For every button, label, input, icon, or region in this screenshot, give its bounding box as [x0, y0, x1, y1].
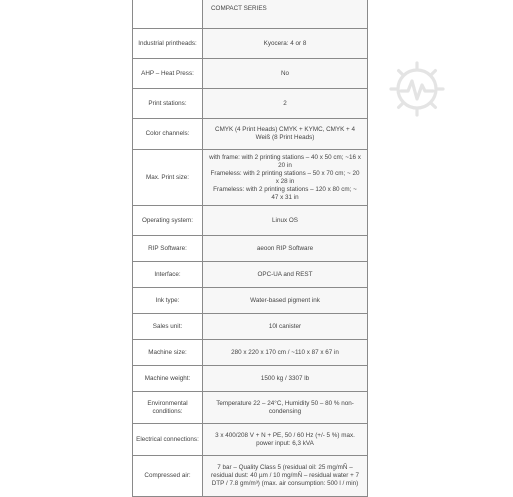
table-row: [133, 150, 368, 206]
table-row: [133, 206, 368, 236]
row-value: Kyocera: 4 or 8: [203, 29, 368, 59]
series-title: COMPACT SERIES: [203, 0, 368, 29]
row-label: Sales unit:: [133, 314, 203, 340]
spec-table-container: [132, 0, 368, 497]
row-value: OPC-UA and REST: [203, 262, 368, 288]
row-label: Print stations:: [133, 89, 203, 119]
row-value: with frame: with 2 printing stations – 40 x 50 cm; ~16 x 20 in Frameless: with 2 printing stations – 50 x 70 cm; ~ 20 x 28 in Frameless: with 2 printing stations – 120 x 80 cm; ~ 47 x 31 in: [203, 150, 368, 206]
row-value: Water-based pigment ink: [203, 288, 368, 314]
gear-pulse-watermark-icon: [386, 58, 448, 120]
row-value: Linux OS: [203, 206, 368, 236]
row-label: Electrical connections:: [133, 424, 203, 456]
table-row: [133, 29, 368, 59]
row-label: AHP – Heat Press:: [133, 59, 203, 89]
table-row: [133, 424, 368, 456]
table-row: [133, 89, 368, 119]
row-label: Max. Print size:: [133, 150, 203, 206]
row-label: Compressed air:: [133, 456, 203, 497]
table-row: [133, 262, 368, 288]
table-header-row: [133, 0, 368, 29]
row-label: Environmental conditions:: [133, 392, 203, 424]
row-label: RIP Software:: [133, 236, 203, 262]
row-label: Ink type:: [133, 288, 203, 314]
row-value: 280 x 220 x 170 cm / ~110 x 87 x 67 in: [203, 340, 368, 366]
row-value: 7 bar – Quality Class 5 (residual oil: 25 mg/mÑ – residual dust: 40 µm / 10 mg/mÑ – residual water + 7 DTP / 7.8 gm/m³) (max. air consumption: 500 l / min): [203, 456, 368, 497]
table-row: [133, 314, 368, 340]
table-row: [133, 119, 368, 150]
row-label: Interface:: [133, 262, 203, 288]
row-value: 2: [203, 89, 368, 119]
table-row: [133, 236, 368, 262]
row-value: Temperature 22 – 24°C, Humidity 50 – 80 % non-condensing: [203, 392, 368, 424]
row-label: Operating system:: [133, 206, 203, 236]
table-row: [133, 59, 368, 89]
row-value: 3 x 400/208 V + N + PE, 50 / 60 Hz (+/- 5 %) max. power input: 6,3 kVA: [203, 424, 368, 456]
table-row: [133, 340, 368, 366]
header-label-cell: [133, 0, 203, 29]
table-row: [133, 366, 368, 392]
row-label: Industrial printheads:: [133, 29, 203, 59]
table-row: [133, 456, 368, 497]
row-value: aeoon RIP Software: [203, 236, 368, 262]
row-label: Color channels:: [133, 119, 203, 150]
row-label: Machine weight:: [133, 366, 203, 392]
row-value: 1500 kg / 3307 lb: [203, 366, 368, 392]
row-value: 10l canister: [203, 314, 368, 340]
row-label: Machine size:: [133, 340, 203, 366]
spec-table: [132, 0, 368, 497]
row-value: No: [203, 59, 368, 89]
row-value: CMYK (4 Print Heads) CMYK + KYMC, CMYK + 4 Weiß (8 Print Heads): [203, 119, 368, 150]
table-row: [133, 288, 368, 314]
table-row: [133, 392, 368, 424]
